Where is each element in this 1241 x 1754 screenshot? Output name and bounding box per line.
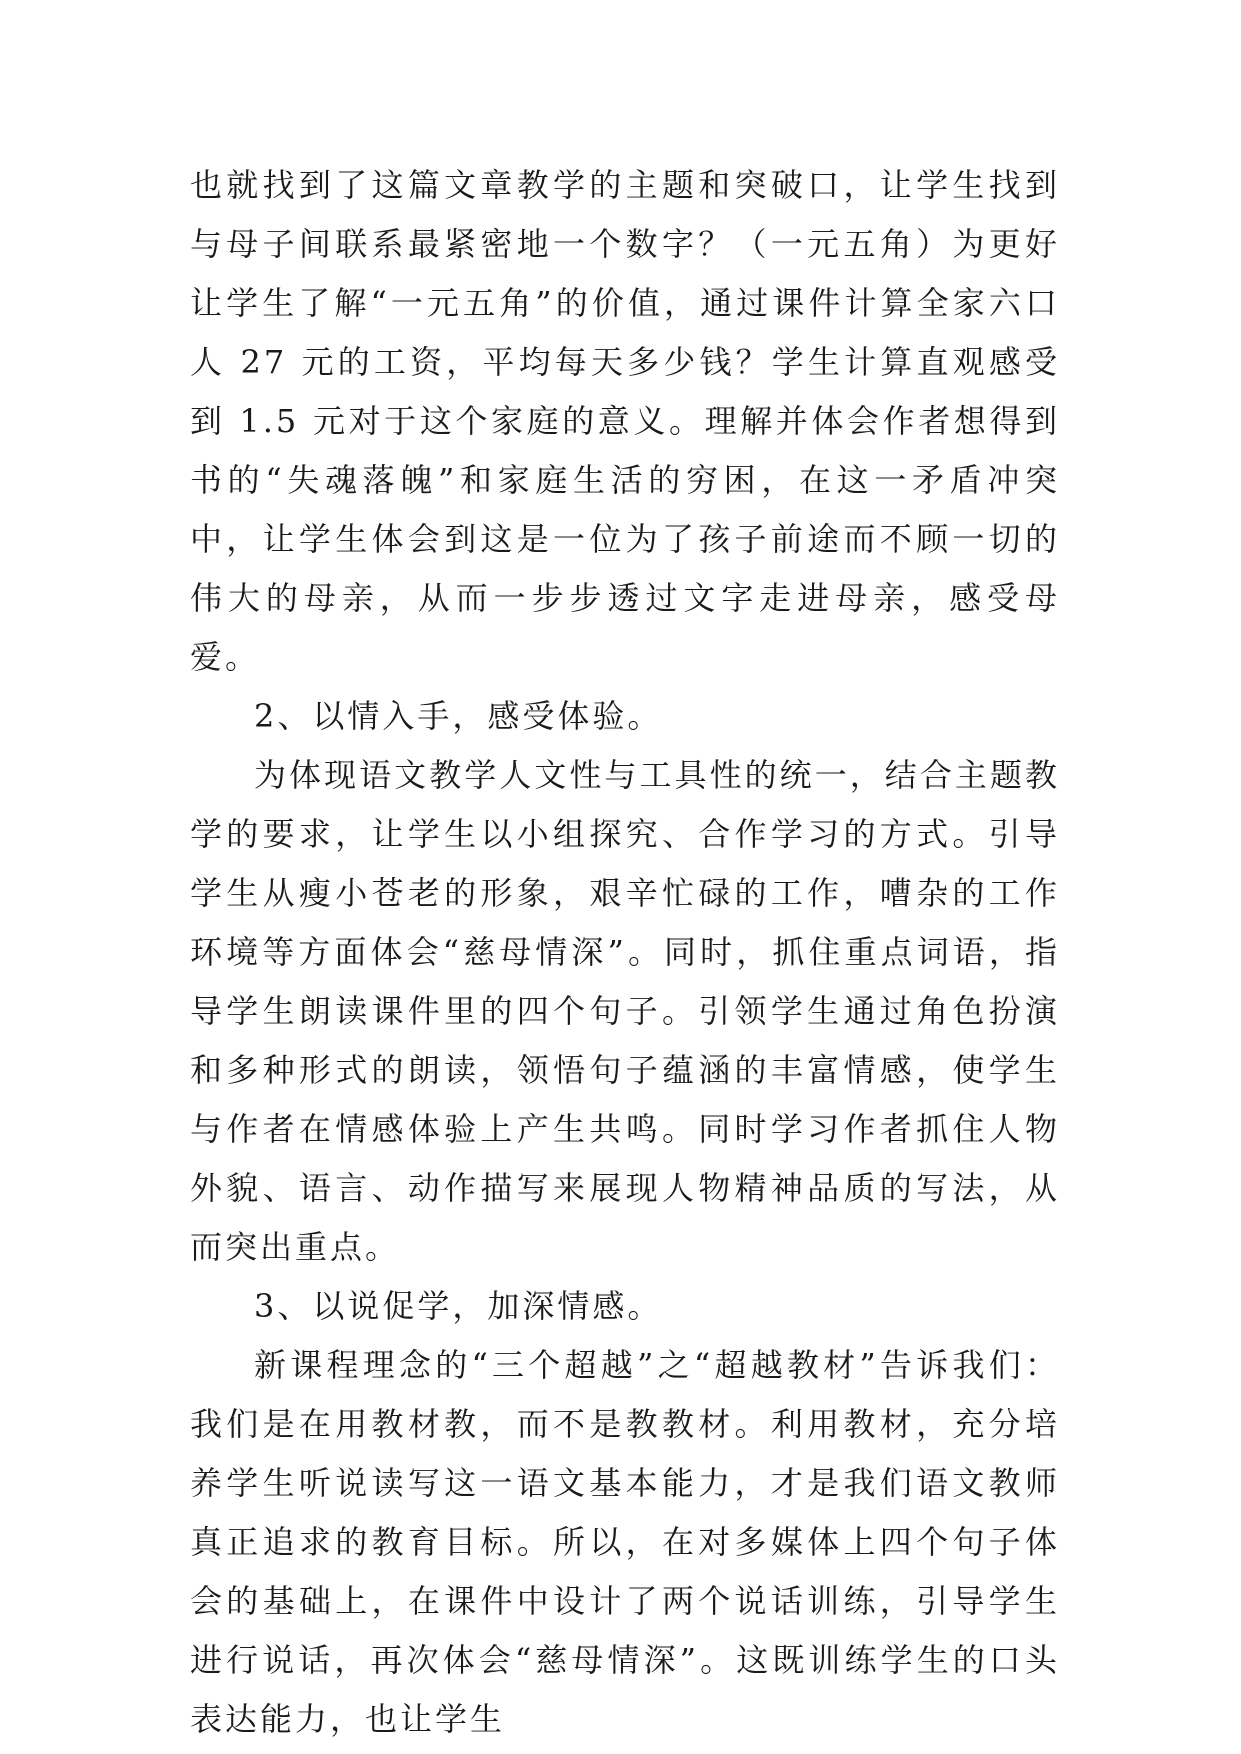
paragraph-section-2: 为体现语文教学人文性与工具性的统一，结合主题教学的要求，让学生以小组探究、合作学习的方式。引导学生从瘦小苍老的形象，艰辛忙碌的工作，嘈杂的工作环境等方面体会“慈母情深”。同时，抓住重点词语，指导学生朗读课件里的四个句子。引领学生通过角色扮演和多种形式的朗读，领悟句子蕴涵的丰富情感，使学生与作者在情感体验上产生共鸣。同时学习作者抓住人物外貌、语言、动作描写来展现人物精神品质的写法，从而突出重点。 (190, 756, 1060, 1266)
body-text (190, 156, 1060, 1749)
paragraph-section-3: 新课程理念的“三个超越”之“超越教材”告诉我们：我们是在用教材教，而不是教教材。利用教材，充分培养学生听说读写这一语文基本能力，才是我们语文教师真正追求的教育目标。所以，在对多媒体上四个句子体会的基础上，在课件中设计了两个说话训练，引导学生进行说话，再次体会“慈母情深”。这既训练学生的口头表达能力，也让学生 (190, 1346, 1060, 1738)
section-heading-2: 2、以情入手，感受体验。 (254, 697, 663, 735)
paragraph-intro: 也就找到了这篇文章教学的主题和突破口，让学生找到与母子间联系最紧密地一个数字？（一元五角）为更好让学生了解“一元五角”的价值，通过课件计算全家六口人 27 元的工资，平均每天多少钱？学生计算直观感受到 1.5 元对于这个家庭的意义。理解并体会作者想得到书的“失魂落魄”和家庭生活的穷困，在这一矛盾冲突中，让学生体会到这是一位为了孩子前途而不顾一切的伟大的母亲，从而一步步透过文字走进母亲，感受母爱。 (190, 166, 1060, 676)
section-heading-3: 3、以说促学，加深情感。 (254, 1287, 663, 1325)
